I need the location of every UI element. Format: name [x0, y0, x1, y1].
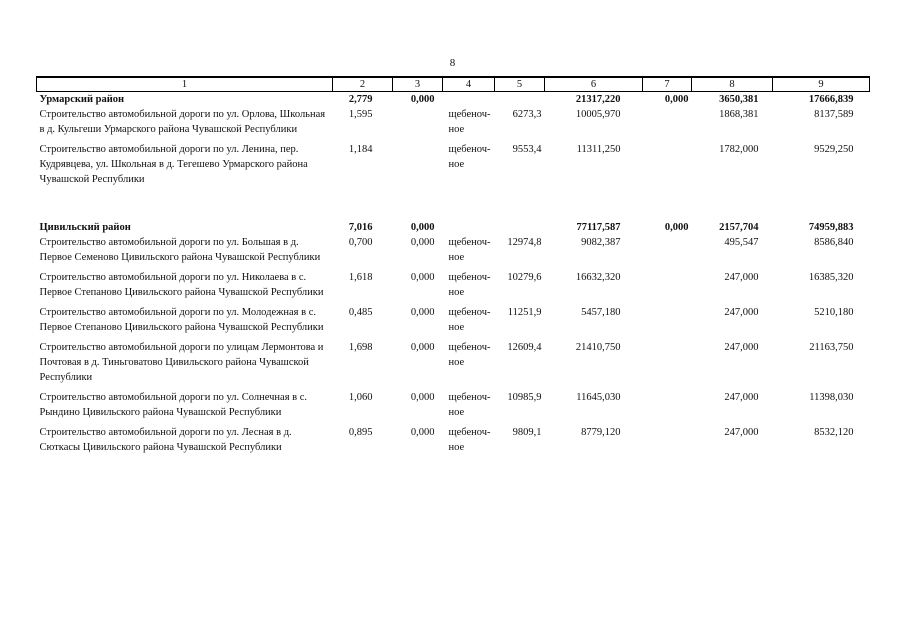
surface-type: щебеноч-ное: [448, 272, 491, 298]
col8-value: 247,000: [724, 427, 759, 438]
district-name: Цивильский район: [39, 222, 131, 233]
total-cost-value: 21317,220: [575, 94, 621, 105]
col7-value: [643, 270, 692, 305]
column-header: 3: [393, 77, 443, 92]
table-row: [37, 235, 870, 270]
column-header: 4: [443, 77, 495, 92]
table-row: [37, 142, 870, 192]
col7-value: 0,000: [664, 94, 689, 105]
col7-value: [643, 305, 692, 340]
col7-value: [643, 390, 692, 425]
length-value: 0,485: [348, 307, 373, 318]
page-number: 8: [449, 57, 456, 69]
road-construction-table: [36, 76, 870, 460]
district-summary-row: [37, 92, 870, 108]
total-cost-value: 9082,387: [581, 237, 621, 248]
col9-value: 8586,840: [814, 237, 854, 248]
col5-value: 6273,3: [512, 109, 542, 120]
total-cost-value: 10005,970: [575, 109, 621, 120]
col9-value: 21163,750: [809, 342, 854, 353]
length-value: 1,184: [348, 144, 373, 155]
project-name: Строительство автомобильной дороги по ул. Лесная в д. Сюткасы Цивильского района Чувашской Республики: [39, 427, 292, 453]
table-row: [37, 425, 870, 460]
total-cost-value: 8779,120: [581, 427, 621, 438]
col3-value: 0,000: [410, 222, 435, 233]
district-name: Урмарский район: [39, 94, 125, 105]
col5-value: 9553,4: [512, 144, 542, 155]
district-summary-row: [37, 220, 870, 235]
column-header: 5: [495, 77, 545, 92]
col5-value: 10985,9: [507, 392, 542, 403]
column-header: 8: [692, 77, 773, 92]
table-row: [37, 107, 870, 142]
surface-type: [443, 220, 495, 235]
table-row: [37, 270, 870, 305]
col9-value: 9529,250: [814, 144, 854, 155]
total-cost-value: 21410,750: [575, 342, 621, 353]
project-name: Строительство автомобильной дороги по ул. Ленина, пер. Кудрявцева, ул. Школьная в д. Тегешево Урмарского района Чувашской Республики: [39, 144, 308, 185]
col9-value: 8532,120: [814, 427, 854, 438]
surface-type: щебеноч-ное: [448, 392, 491, 418]
col8-value: 247,000: [724, 307, 759, 318]
project-name: Строительство автомобильной дороги по ул. Орлова, Школьная в д. Кульгеши Урмарского района Чувашской Республики: [39, 109, 326, 135]
col3-value: 0,000: [410, 307, 435, 318]
column-header: 6: [545, 77, 643, 92]
col9-value: 8137,589: [814, 109, 854, 120]
column-header: 7: [643, 77, 692, 92]
col3-value: [393, 107, 443, 142]
surface-type: щебеноч-ное: [448, 144, 491, 170]
project-name: Строительство автомобильной дороги по ул. Николаева в с. Первое Степаново Цивильского района Чувашской Республики: [39, 272, 324, 298]
length-value: 7,016: [348, 222, 373, 233]
project-name: Строительство автомобильной дороги по ул. Большая в д. Первое Семеново Цивильского района Чувашской Республики: [39, 237, 321, 263]
col8-value: 247,000: [724, 272, 759, 283]
surface-type: щебеноч-ное: [448, 427, 491, 453]
col5-value: [495, 92, 545, 108]
length-value: 1,595: [348, 109, 373, 120]
column-header: 2: [333, 77, 393, 92]
column-number-header-row: [37, 77, 870, 92]
col8-value: 247,000: [724, 392, 759, 403]
surface-type: щебеноч-ное: [448, 307, 491, 333]
col9-value: 16385,320: [808, 272, 854, 283]
col7-value: [643, 107, 692, 142]
column-header: 9: [773, 77, 870, 92]
col3-value: 0,000: [410, 94, 435, 105]
table-row: [37, 340, 870, 390]
surface-type: [443, 92, 495, 108]
surface-type: щебеноч-ное: [448, 237, 491, 263]
table-row: [37, 305, 870, 340]
col5-value: 11251,9: [507, 307, 542, 318]
col8-value: 247,000: [724, 342, 759, 353]
col7-value: [643, 235, 692, 270]
col9-value: 17666,839: [808, 94, 854, 105]
col8-value: 3650,381: [719, 94, 759, 105]
col8-value: 2157,704: [719, 222, 759, 233]
length-value: 1,698: [348, 342, 373, 353]
table-row: [37, 390, 870, 425]
col9-value: 5210,180: [814, 307, 854, 318]
spacer-row: [37, 192, 870, 220]
col5-value: 10279,6: [507, 272, 542, 283]
col3-value: [393, 142, 443, 192]
col7-value: [643, 425, 692, 460]
total-cost-value: 11311,250: [576, 144, 621, 155]
col7-value: 0,000: [664, 222, 689, 233]
project-name: Строительство автомобильной дороги по улицам Лермонтова и Почтовая в д. Тиньговатово Цивильского района Чувашской Республики: [39, 342, 324, 383]
length-value: 2,779: [348, 94, 373, 105]
col7-value: [643, 340, 692, 390]
total-cost-value: 11645,030: [576, 392, 621, 403]
total-cost-value: 77117,587: [576, 222, 621, 233]
surface-type: щебеноч-ное: [448, 342, 491, 368]
length-value: 1,060: [348, 392, 373, 403]
project-name: Строительство автомобильной дороги по ул. Солнечная в с. Рындино Цивильского района Чувашской Республики: [39, 392, 308, 418]
col3-value: 0,000: [410, 237, 435, 248]
col9-value: 74959,883: [808, 222, 854, 233]
col8-value: 1868,381: [719, 109, 759, 120]
length-value: 0,895: [348, 427, 373, 438]
total-cost-value: 5457,180: [581, 307, 621, 318]
col5-value: [495, 220, 545, 235]
column-header: 1: [37, 77, 333, 92]
col5-value: 12974,8: [507, 237, 542, 248]
length-value: 1,618: [348, 272, 373, 283]
total-cost-value: 16632,320: [575, 272, 621, 283]
surface-type: щебеноч-ное: [448, 109, 491, 135]
project-name: Строительство автомобильной дороги по ул. Молодежная в с. Первое Степаново Цивильского района Чувашской Республики: [39, 307, 324, 333]
col3-value: 0,000: [410, 392, 435, 403]
col5-value: 9809,1: [512, 427, 542, 438]
col8-value: 1782,000: [719, 144, 759, 155]
col8-value: 495,547: [724, 237, 759, 248]
col9-value: 11398,030: [809, 392, 854, 403]
col7-value: [643, 142, 692, 192]
col3-value: 0,000: [410, 427, 435, 438]
col3-value: 0,000: [410, 342, 435, 353]
col3-value: 0,000: [410, 272, 435, 283]
length-value: 0,700: [348, 237, 373, 248]
col5-value: 12609,4: [507, 342, 542, 353]
